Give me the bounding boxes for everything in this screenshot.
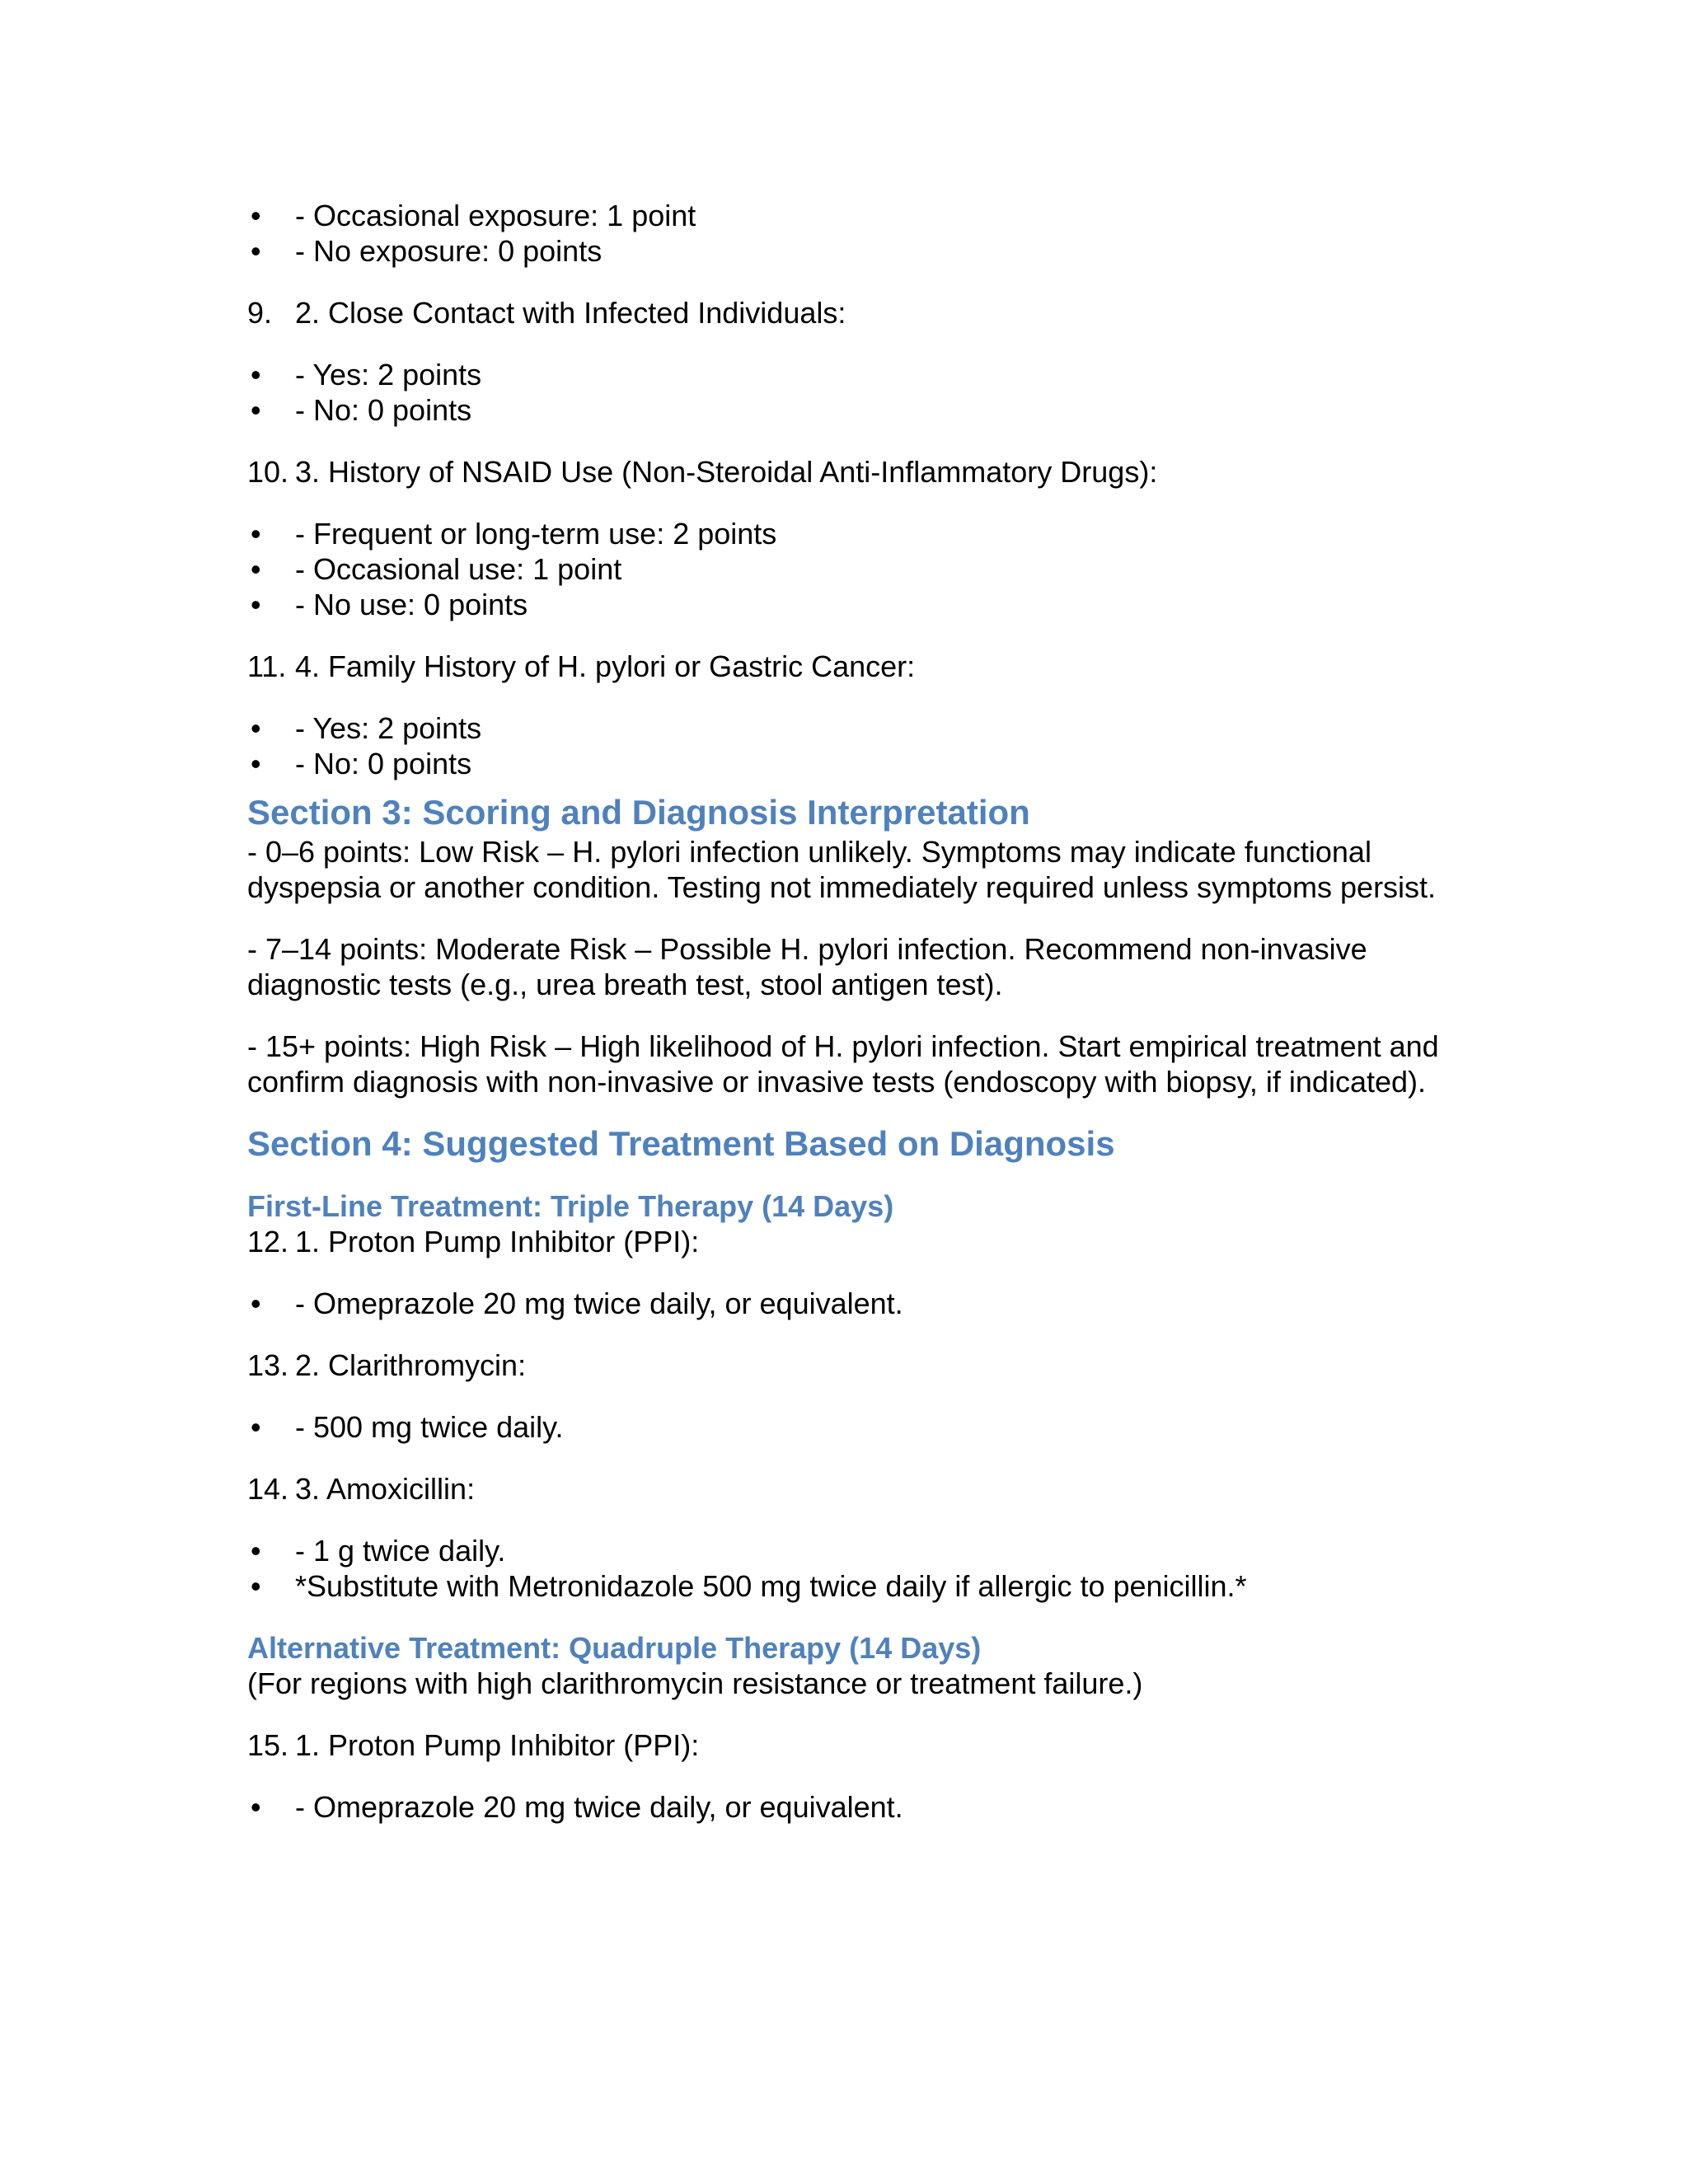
list-item: • - No: 0 points [251, 747, 472, 780]
bullet-icon: • [251, 747, 261, 780]
bullet-list-amoxicillin [247, 1533, 1441, 1604]
numbered-item-12: 12. 1. Proton Pump Inhibitor (PPI): [247, 1225, 700, 1258]
bullet-icon: • [251, 1569, 261, 1603]
list-item: • *Substitute with Metronidazole 500 mg twice daily if allergic to penicillin.* [251, 1569, 1247, 1603]
bullet-list-clarithromycin [247, 1409, 1441, 1445]
numbered-item-9: 9. 2. Close Contact with Infected Individuals: [247, 296, 846, 330]
list-item: • - Omeprazole 20 mg twice daily, or equivalent. [251, 1286, 903, 1320]
bullet-icon: • [251, 1534, 261, 1568]
bullet-icon: • [251, 393, 261, 427]
bullet-list-contact [247, 357, 1441, 428]
section-3-heading: Section 3: Scoring and Diagnosis Interpretation [247, 793, 1030, 832]
bullet-icon: • [251, 1410, 261, 1444]
list-item: • - Frequent or long-term use: 2 points [251, 517, 777, 551]
list-item: • - 500 mg twice daily. [251, 1410, 564, 1444]
bullet-icon: • [251, 517, 261, 551]
list-item: • - No exposure: 0 points [251, 234, 603, 268]
bullet-icon: • [251, 552, 261, 586]
numbered-item-15: 15. 1. Proton Pump Inhibitor (PPI): [247, 1728, 700, 1762]
numbered-item-13: 13. 2. Clarithromycin: [247, 1348, 527, 1382]
bullet-list-ppi [247, 1286, 1441, 1321]
list-item: • - 1 g twice daily. [251, 1534, 506, 1568]
paragraph-moderate-risk: - 7–14 points: Moderate Risk – Possible H. pylori infection. Recommend non-invasive diagnostic tests (e.g., urea breath test, stool antigen test). [247, 932, 1367, 1001]
list-item: • - No use: 0 points [251, 588, 528, 621]
first-line-heading: First-Line Treatment: Triple Therapy (14 Days) [247, 1189, 894, 1223]
bullet-list-ppi-alt [247, 1789, 1441, 1825]
list-item: • - Yes: 2 points [251, 358, 482, 391]
alternative-heading: Alternative Treatment: Quadruple Therapy (14 Days) [247, 1631, 982, 1665]
alternative-note: (For regions with high clarithromycin resistance or treatment failure.) [247, 1666, 1143, 1700]
bullet-icon: • [251, 588, 261, 621]
numbered-item-14: 14. 3. Amoxicillin: [247, 1472, 476, 1506]
bullet-list-nsaid [247, 516, 1441, 622]
paragraph-high-risk: - 15+ points: High Risk – High likelihood of H. pylori infection. Start empirical treatment and confirm diagnosis with non-invasive or invasive tests (endoscopy with biopsy, if indicated). [247, 1029, 1439, 1099]
section-4-heading: Section 4: Suggested Treatment Based on Diagnosis [247, 1124, 1115, 1163]
numbered-item-11: 11. 4. Family History of H. pylori or Gastric Cancer: [247, 649, 916, 683]
bullet-list-exposure [247, 198, 1441, 269]
bullet-icon: • [251, 234, 261, 268]
list-item: • - Occasional exposure: 1 point [251, 199, 696, 232]
list-item: • - Yes: 2 points [251, 711, 482, 745]
bullet-icon: • [251, 1790, 261, 1824]
bullet-icon: • [251, 711, 261, 745]
numbered-item-10: 10. 3. History of NSAID Use (Non-Steroidal Anti-Inflammatory Drugs): [247, 455, 1158, 489]
paragraph-low-risk: - 0–6 points: Low Risk – H. pylori infection unlikely. Symptoms may indicate functional dyspepsia or another condition. Testing not immediately required unless symptoms persist. [247, 835, 1437, 904]
list-item: • - No: 0 points [251, 393, 472, 427]
bullet-list-family-history [247, 710, 1441, 781]
bullet-icon: • [251, 1286, 261, 1320]
bullet-icon: • [251, 199, 261, 232]
bullet-icon: • [251, 358, 261, 391]
list-item: • - Omeprazole 20 mg twice daily, or equivalent. [251, 1790, 903, 1824]
list-item: • - Occasional use: 1 point [251, 552, 622, 586]
